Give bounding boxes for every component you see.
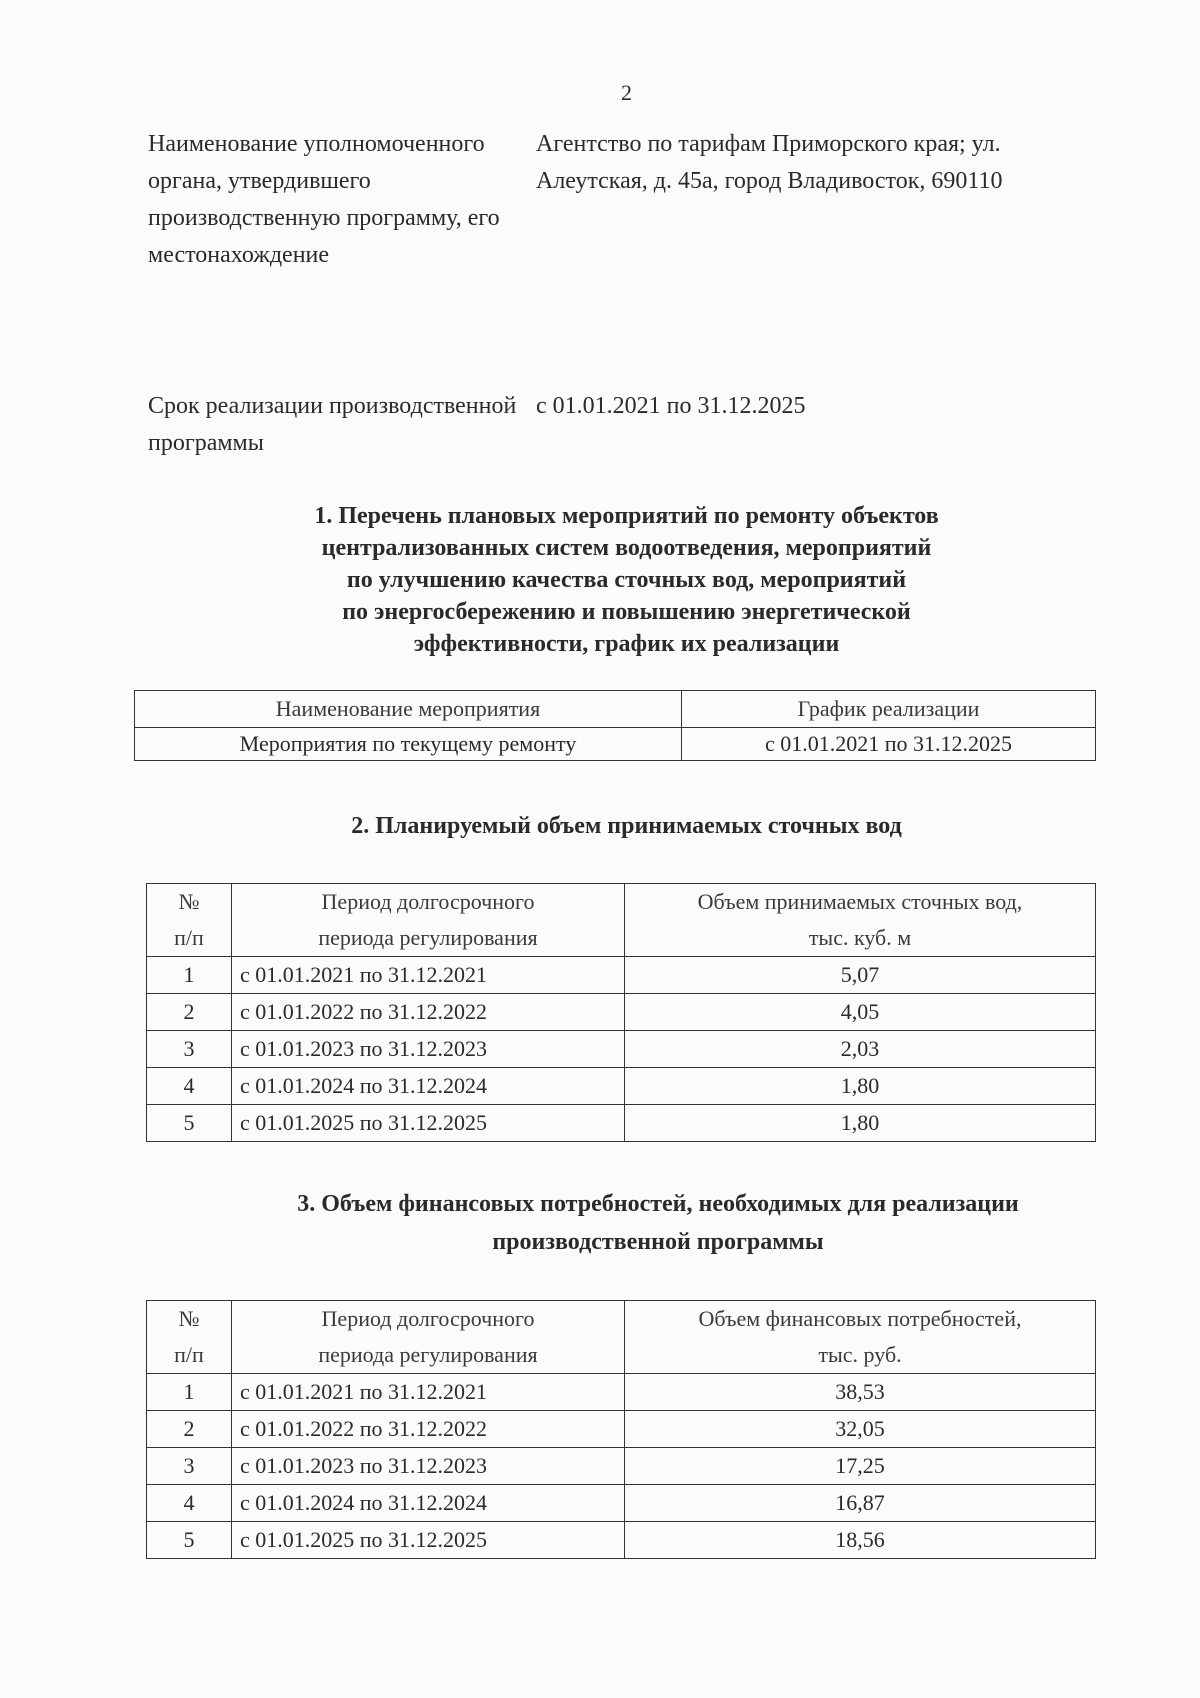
row-amount: 18,56 <box>625 1522 1096 1559</box>
authority-label: Наименование уполномоченного органа, утвердившего производственную программу, его местонахождение <box>148 131 500 268</box>
row-number: 5 <box>147 1105 232 1142</box>
row-number: 3 <box>147 1448 232 1485</box>
row-number: 2 <box>147 1411 232 1448</box>
row-period: с 01.01.2021 по 31.12.2021 <box>232 1374 625 1411</box>
table-row <box>147 1105 1096 1142</box>
table-row <box>147 994 1096 1031</box>
table-row <box>147 1448 1096 1485</box>
row-volume: 2,03 <box>625 1031 1096 1068</box>
row-number: 4 <box>147 1068 232 1105</box>
section3-title-line: 3. Объем финансовых потребностей, необходимых для реализации <box>297 1191 1019 1217</box>
table-row <box>147 1031 1096 1068</box>
header-period-line: Период долгосрочного <box>321 889 535 914</box>
section3-title-line: производственной программы <box>492 1229 824 1255</box>
row-volume: 1,80 <box>625 1068 1096 1105</box>
row-amount: 16,87 <box>625 1485 1096 1522</box>
header-financial-line: Объем финансовых потребностей, <box>698 1306 1022 1331</box>
table-header-row <box>135 691 1096 728</box>
schedule-cell: с 01.01.2021 по 31.12.2025 <box>682 728 1096 761</box>
header-number-line: № <box>178 1306 200 1331</box>
row-amount: 32,05 <box>625 1411 1096 1448</box>
wastewater-volume-table <box>146 883 1096 1142</box>
period-label: Срок реализации производственной программы <box>148 393 517 456</box>
header-period-line: Период долгосрочного <box>321 1306 535 1331</box>
period-value: с 01.01.2021 по 31.12.2025 <box>536 393 806 419</box>
header-volume-line: тыс. куб. м <box>808 925 912 950</box>
row-number: 4 <box>147 1485 232 1522</box>
row-period: с 01.01.2022 по 31.12.2022 <box>232 1411 625 1448</box>
section1-title-line: эффективности, график их реализации <box>413 631 840 657</box>
row-period: с 01.01.2023 по 31.12.2023 <box>232 1448 625 1485</box>
page-number: 2 <box>621 80 632 105</box>
row-period: с 01.01.2025 по 31.12.2025 <box>232 1522 625 1559</box>
row-period: с 01.01.2022 по 31.12.2022 <box>232 994 625 1031</box>
measure-name-cell: Мероприятия по текущему ремонту <box>135 728 682 761</box>
section3-title <box>60 1188 1200 1258</box>
row-number: 2 <box>147 994 232 1031</box>
table-header-row <box>147 1301 1096 1374</box>
row-period: с 01.01.2025 по 31.12.2025 <box>232 1105 625 1142</box>
header-period-line: периода регулирования <box>318 925 538 950</box>
section2-title: 2. Планируемый объем принимаемых сточных вод <box>351 813 902 839</box>
row-volume: 5,07 <box>625 957 1096 994</box>
row-amount: 17,25 <box>625 1448 1096 1485</box>
row-number: 1 <box>147 1374 232 1411</box>
header-number-line: п/п <box>174 1342 204 1367</box>
header-period <box>232 1301 625 1374</box>
header-period-line: периода регулирования <box>318 1342 538 1367</box>
row-period: с 01.01.2023 по 31.12.2023 <box>232 1031 625 1068</box>
header-financial-volume <box>625 1301 1096 1374</box>
section1-title <box>0 500 1200 660</box>
table-row <box>147 1374 1096 1411</box>
row-volume: 4,05 <box>625 994 1096 1031</box>
header-number-line: п/п <box>174 925 204 950</box>
section1-title-line: централизованных систем водоотведения, мероприятий <box>321 535 932 561</box>
measures-table <box>134 690 1096 761</box>
section1-title-line: 1. Перечень плановых мероприятий по ремонту объектов <box>314 503 939 529</box>
table-row <box>147 1485 1096 1522</box>
row-period: с 01.01.2024 по 31.12.2024 <box>232 1068 625 1105</box>
row-period: с 01.01.2021 по 31.12.2021 <box>232 957 625 994</box>
header-financial-line: тыс. руб. <box>818 1342 902 1367</box>
header-number-line: № <box>178 889 200 914</box>
table-row <box>135 728 1096 761</box>
row-number: 3 <box>147 1031 232 1068</box>
table-header-row <box>147 884 1096 957</box>
row-number: 1 <box>147 957 232 994</box>
table-row <box>147 957 1096 994</box>
row-period: с 01.01.2024 по 31.12.2024 <box>232 1485 625 1522</box>
header-volume <box>625 884 1096 957</box>
header-volume-line: Объем принимаемых сточных вод, <box>697 889 1023 914</box>
row-amount: 38,53 <box>625 1374 1096 1411</box>
header-number <box>147 1301 232 1374</box>
header-number <box>147 884 232 957</box>
table-row <box>147 1068 1096 1105</box>
row-volume: 1,80 <box>625 1105 1096 1142</box>
row-number: 5 <box>147 1522 232 1559</box>
header-schedule: График реализации <box>682 691 1096 728</box>
header-measure-name: Наименование мероприятия <box>135 691 682 728</box>
table-row <box>147 1411 1096 1448</box>
section1-title-line: по улучшению качества сточных вод, мероприятий <box>346 567 907 593</box>
section1-title-line: по энергосбережению и повышению энергетической <box>342 599 911 625</box>
table-row <box>147 1522 1096 1559</box>
financial-needs-table <box>146 1300 1096 1559</box>
header-period <box>232 884 625 957</box>
authority-value: Агентство по тарифам Приморского края; ул. Алеутская, д. 45а, город Владивосток, 690110 <box>536 131 1003 194</box>
